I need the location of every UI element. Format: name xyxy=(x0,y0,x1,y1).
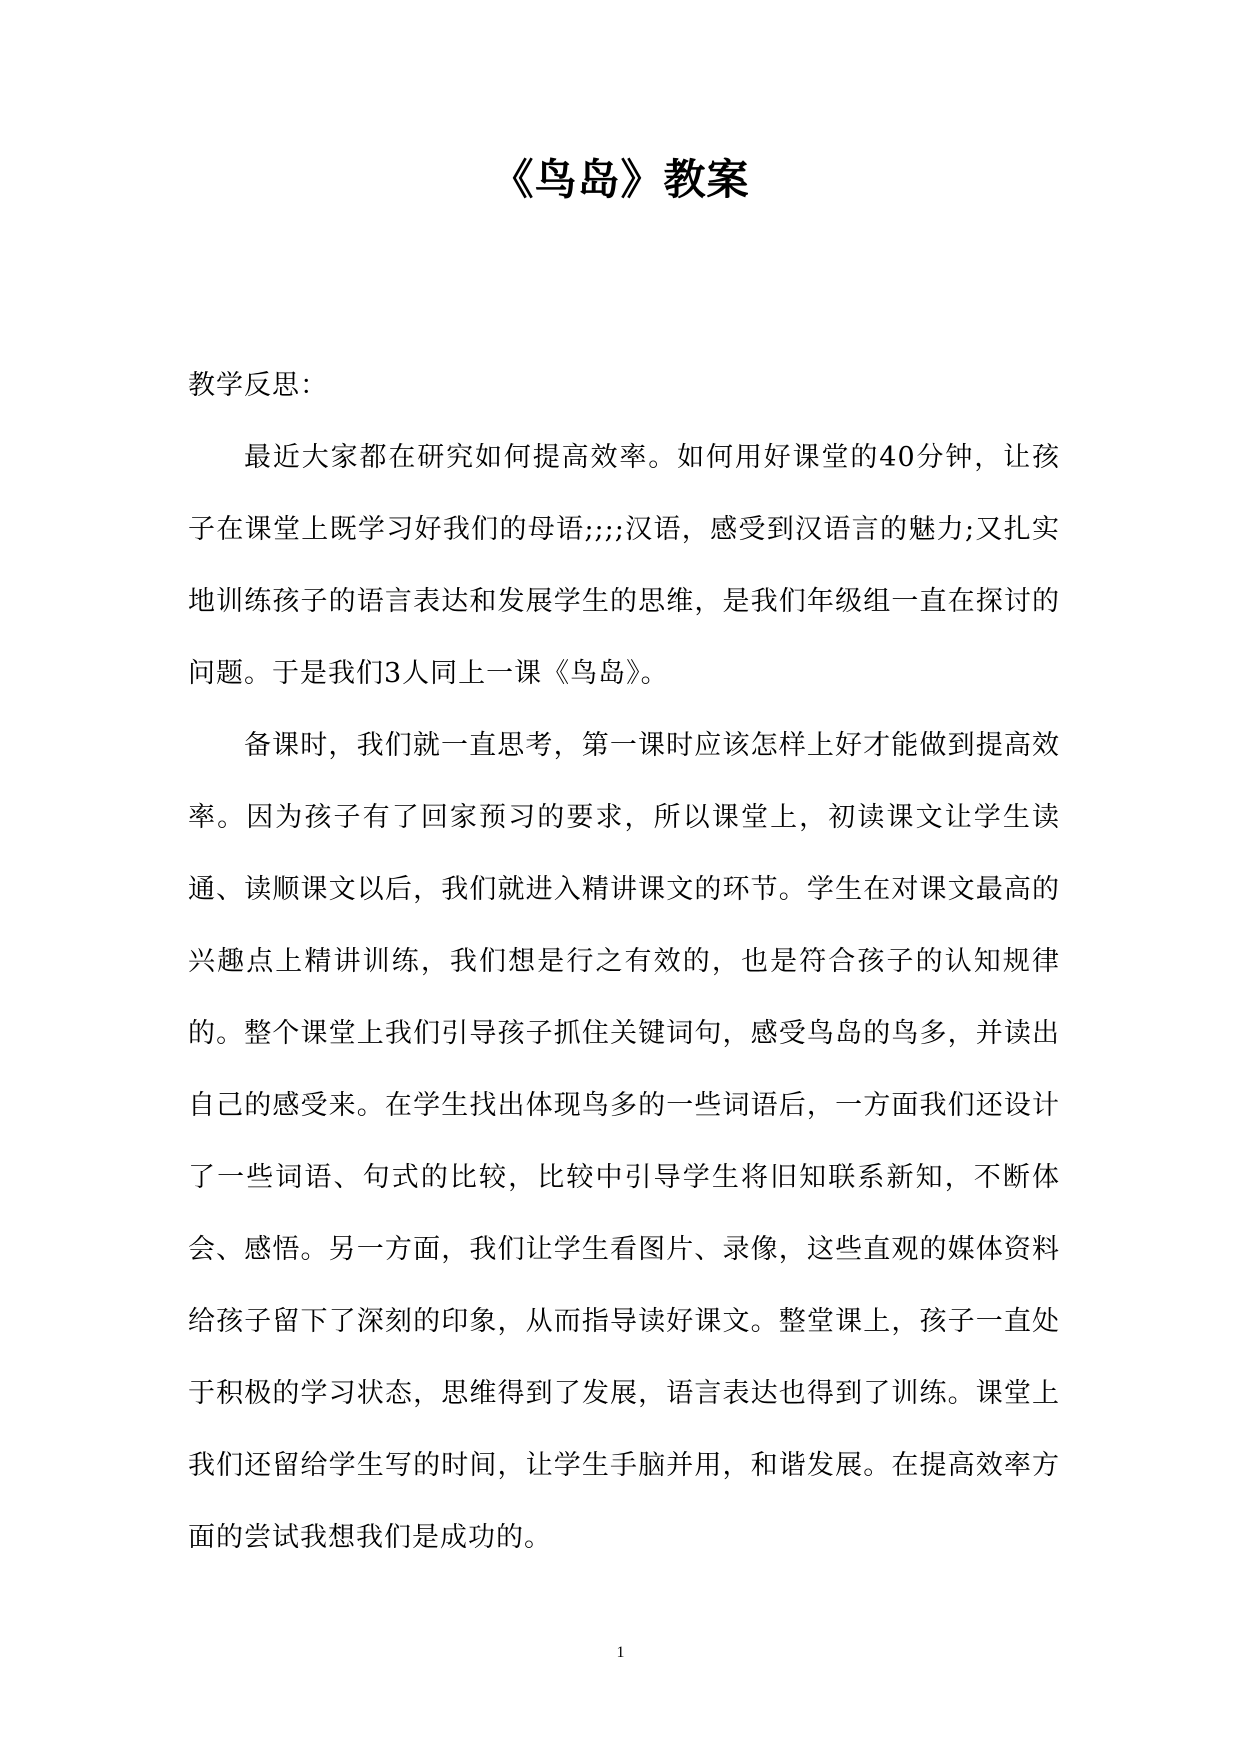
page-number: 1 xyxy=(616,1644,625,1661)
document-body xyxy=(188,350,1060,1574)
document-title: 《鸟岛》教案 xyxy=(491,155,750,204)
paragraph-2: 备课时，我们就一直思考，第一课时应该怎样上好才能做到提高效率。因为孩子有了回家预习的要求，所以课堂上，初读课文让学生读通、读顺课文以后，我们就进入精讲课文的环节。学生在对课文最高的兴趣点上精讲训练，我们想是行之有效的，也是符合孩子的认知规律的。整个课堂上我们引导孩子抓住关键词句，感受鸟岛的鸟多，并读出自己的感受来。在学生找出体现鸟多的一些词语后，一方面我们还设计了一些词语、句式的比较，比较中引导学生将旧知联系新知，不断体会、感悟。另一方面，我们让学生看图片、录像，这些直观的媒体资料给孩子留下了深刻的印象，从而指导读好课文。整堂课上，孩子一直处于积极的学习状态，思维得到了发展，语言表达也得到了训练。课堂上我们还留给学生写的时间，让学生手脑并用，和谐发展。在提高效率方面的尝试我想我们是成功的。 xyxy=(188,730,1060,1553)
section-label: 教学反思： xyxy=(188,370,328,401)
paragraph-1: 最近大家都在研究如何提高效率。如何用好课堂的40分钟，让孩子在课堂上既学习好我们的母语;;;;汉语，感受到汉语言的魅力;又扎实地训练孩子的语言表达和发展学生的思维，是我们年级组一直在探讨的问题。于是我们3人同上一课《鸟岛》。 xyxy=(188,442,1060,689)
